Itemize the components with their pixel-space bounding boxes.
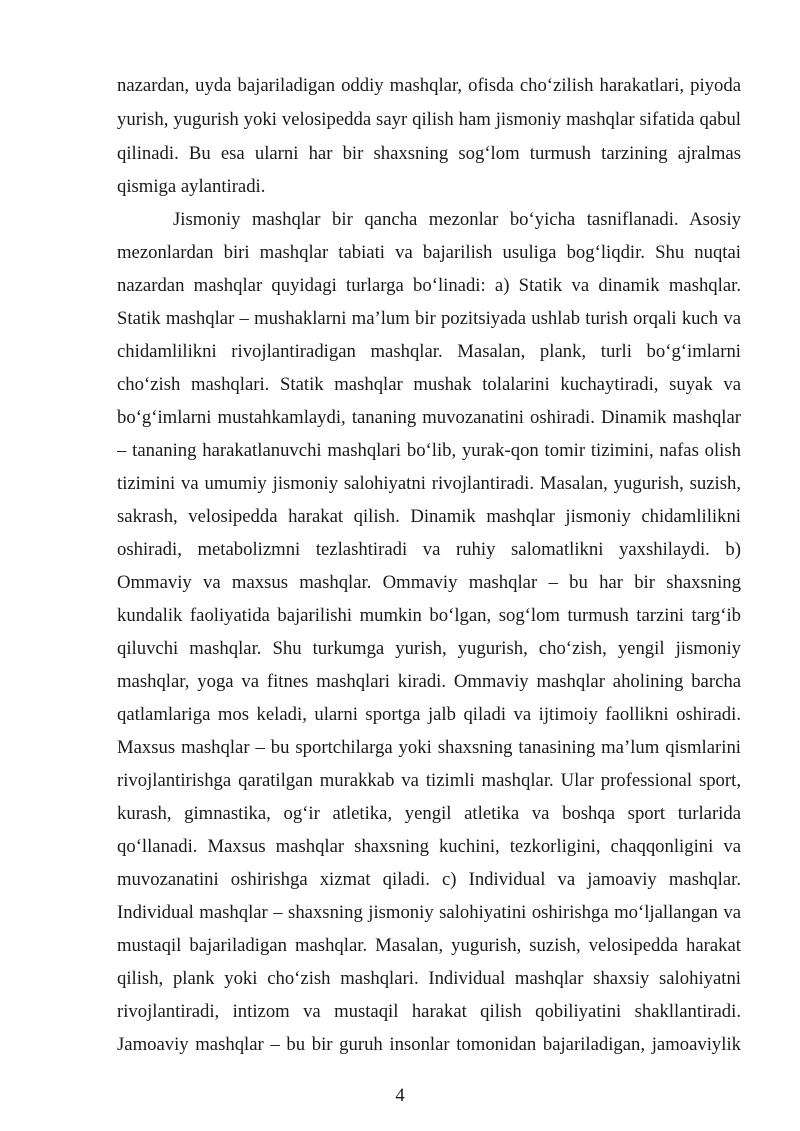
text-line: mashqlar, yoga va fitnes mashqlari kiradi. Ommaviy mashqlar aholining barcha xyxy=(117,671,741,692)
text-line: Ommaviy va maxsus mashqlar. Ommaviy mashqlar – bu har bir shaxsning xyxy=(117,572,741,593)
text-line: Maxsus mashqlar – bu sportchilarga yoki shaxsning tanasining ma’lum qismlarini xyxy=(117,737,741,758)
text-line: Jamoaviy mashqlar – bu bir guruh insonlar tomonidan bajariladigan, jamoaviylik xyxy=(117,1034,741,1055)
text-line: yurish, yugurish yoki velosipedda sayr qilish ham jismoniy mashqlar sifatida qabul xyxy=(117,109,741,130)
text-line: oshiradi, metabolizmni tezlashtiradi va ruhiy salomatlikni yaxshilaydi. b) xyxy=(117,539,741,560)
text-line: rivojlantiradi, intizom va mustaqil harakat qilish qobiliyatini shakllantiradi. xyxy=(117,1001,741,1022)
text-line: qismiga aylantiradi. xyxy=(117,176,266,197)
text-line: chidamlilikni rivojlantiradigan mashqlar. Masalan, plank, turli bo‘g‘imlarni xyxy=(117,341,741,362)
text-line: sakrash, velosipedda harakat qilish. Dinamik mashqlar jismoniy chidamlilikni xyxy=(117,506,741,527)
text-line: qiluvchi mashqlar. Shu turkumga yurish, yugurish, cho‘zish, yengil jismoniy xyxy=(117,638,741,659)
text-line: tizimini va umumiy jismoniy salohiyatni rivojlantiradi. Masalan, yugurish, suzish, xyxy=(117,473,741,494)
text-line: mustaqil bajariladigan mashqlar. Masalan, yugurish, suzish, velosipedda harakat xyxy=(117,935,741,956)
text-line: – tananing harakatlanuvchi mashqlari bo‘lib, yurak-qon tomir tizimini, nafas olish xyxy=(117,440,741,461)
page-number: 4 xyxy=(395,1085,405,1106)
text-line: qilish, plank yoki cho‘zish mashqlari. Individual mashqlar shaxsiy salohiyatni xyxy=(117,968,741,989)
paragraph-first-line: Jismoniy mashqlar bir qancha mezonlar bo‘yicha tasniflanadi. Asosiy xyxy=(173,209,741,230)
text-line: bo‘g‘imlarni mustahkamlaydi, tananing muvozanatini oshiradi. Dinamik mashqlar xyxy=(117,407,741,428)
text-line: Individual mashqlar – shaxsning jismoniy salohiyatini oshirishga mo‘ljallangan va xyxy=(117,902,741,923)
text-line: Statik mashqlar – mushaklarni ma’lum bir pozitsiyada ushlab turish orqali kuch va xyxy=(117,308,741,329)
text-line: qilinadi. Bu esa ularni har bir shaxsning sog‘lom turmush tarzining ajralmas xyxy=(117,143,741,164)
text-line: muvozanatini oshirishga xizmat qiladi. c) Individual va jamoaviy mashqlar. xyxy=(117,869,741,890)
text-line: rivojlantirishga qaratilgan murakkab va tizimli mashqlar. Ular professional sport, xyxy=(117,770,741,791)
text-line: nazardan mashqlar quyidagi turlarga bo‘linadi: a) Statik va dinamik mashqlar. xyxy=(117,275,741,296)
text-line: qo‘llanadi. Maxsus mashqlar shaxsning kuchini, tezkorligini, chaqqonligini va xyxy=(117,836,741,857)
text-line: mezonlardan biri mashqlar tabiati va bajarilish usuliga bog‘liqdir. Shu nuqtai xyxy=(117,242,741,263)
text-line: cho‘zish mashqlari. Statik mashqlar mushak tolalarini kuchaytiradi, suyak va xyxy=(117,374,741,395)
text-line: nazardan, uyda bajariladigan oddiy mashqlar, ofisda cho‘zilish harakatlari, piyoda xyxy=(117,75,741,96)
text-line: kundalik faoliyatida bajarilishi mumkin bo‘lgan, sog‘lom turmush tarzini targ‘ib xyxy=(117,605,741,626)
text-line: qatlamlariga mos keladi, ularni sportga jalb qiladi va ijtimoiy faollikni oshiradi. xyxy=(117,704,741,725)
text-line: kurash, gimnastika, og‘ir atletika, yengil atletika va boshqa sport turlarida xyxy=(117,803,741,824)
